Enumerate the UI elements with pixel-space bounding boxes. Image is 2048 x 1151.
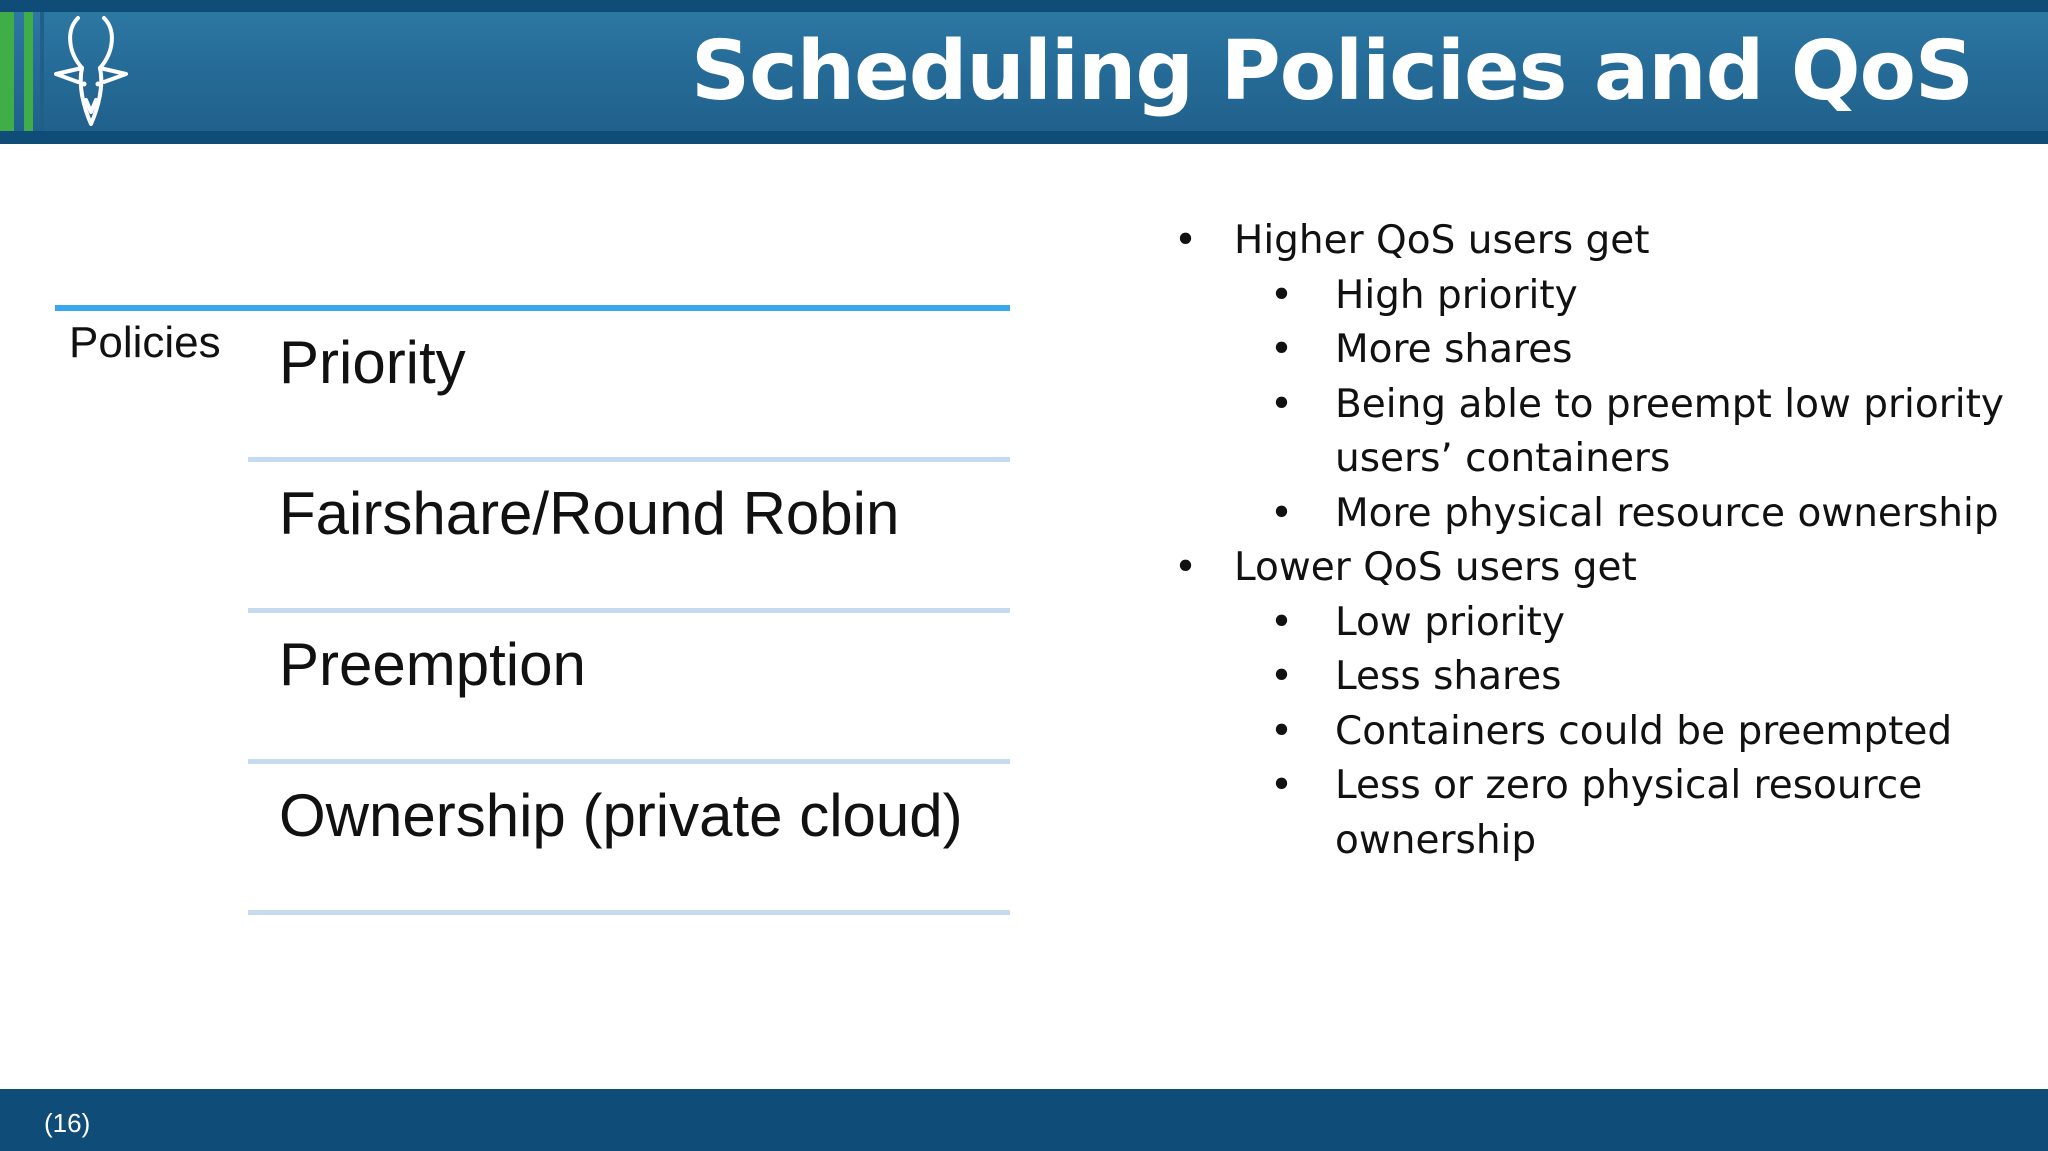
qos-bullet-list [1160,214,2020,868]
policy-list [248,311,1010,915]
bullet-glyph: • [1270,490,1294,536]
bullet-glyph: • [1270,654,1294,699]
bullet-glyph: • [1174,545,1198,590]
list-item [1160,269,2020,324]
policy-preemption: Preemption [279,631,586,698]
list-item [1160,650,2020,705]
policy-fairshare: Fairshare/Round Robin [279,480,900,547]
higher-qos-heading [1160,214,2020,269]
bullet-glyph: • [1174,218,1198,263]
green-accent-bar [0,12,14,132]
policy-priority: Priority [279,329,466,396]
page-number: (16) [44,1108,91,1138]
higher-qos-item: More shares [1335,327,1573,372]
higher-qos-item: More physical resource ownership [1335,490,1999,536]
bullet-glyph: • [1270,763,1294,808]
accent-separator [40,12,44,132]
policies-label: Policies [69,318,221,367]
lower-qos-heading [1160,541,2020,596]
bullet-glyph: • [1270,272,1294,318]
lower-qos-item: Less or zero physical resource ownership [1335,763,1923,863]
slide-title: Scheduling Policies and QoS [691,24,1973,119]
title-bar-bottom-edge [0,131,2048,144]
lower-qos-item: Low priority [1335,599,1565,645]
policy-item [248,613,1010,764]
green-accent-bar [24,12,33,132]
bullet-glyph: • [1270,708,1294,754]
policy-item [248,764,1010,915]
lower-qos-item: Less shares [1335,654,1562,699]
higher-qos-item: High priority [1335,272,1578,318]
higher-qos-item: Being able to preempt low priority users’ containers [1335,381,2004,481]
policy-item [248,311,1010,462]
list-item [1160,487,2020,542]
title-bar-top-edge [0,0,2048,12]
bullet-glyph: • [1270,327,1294,372]
list-item [1160,378,2020,487]
antelope-logo-icon [48,12,134,132]
list-item [1160,323,2020,378]
list-item [1160,596,2020,651]
lower-qos-item: Containers could be preempted [1335,708,1953,754]
title-bar [0,0,2048,144]
higher-qos-heading-text: Higher QoS users get [1234,218,1650,263]
lower-qos-heading-text: Lower QoS users get [1234,545,1637,590]
footer-bar [0,1089,2048,1151]
bullet-glyph: • [1270,381,1294,427]
policy-ownership: Ownership (private cloud) [279,782,963,849]
list-item [1160,705,2020,760]
bullet-glyph: • [1270,599,1294,645]
policy-item [248,462,1010,613]
list-item [1160,759,2020,868]
